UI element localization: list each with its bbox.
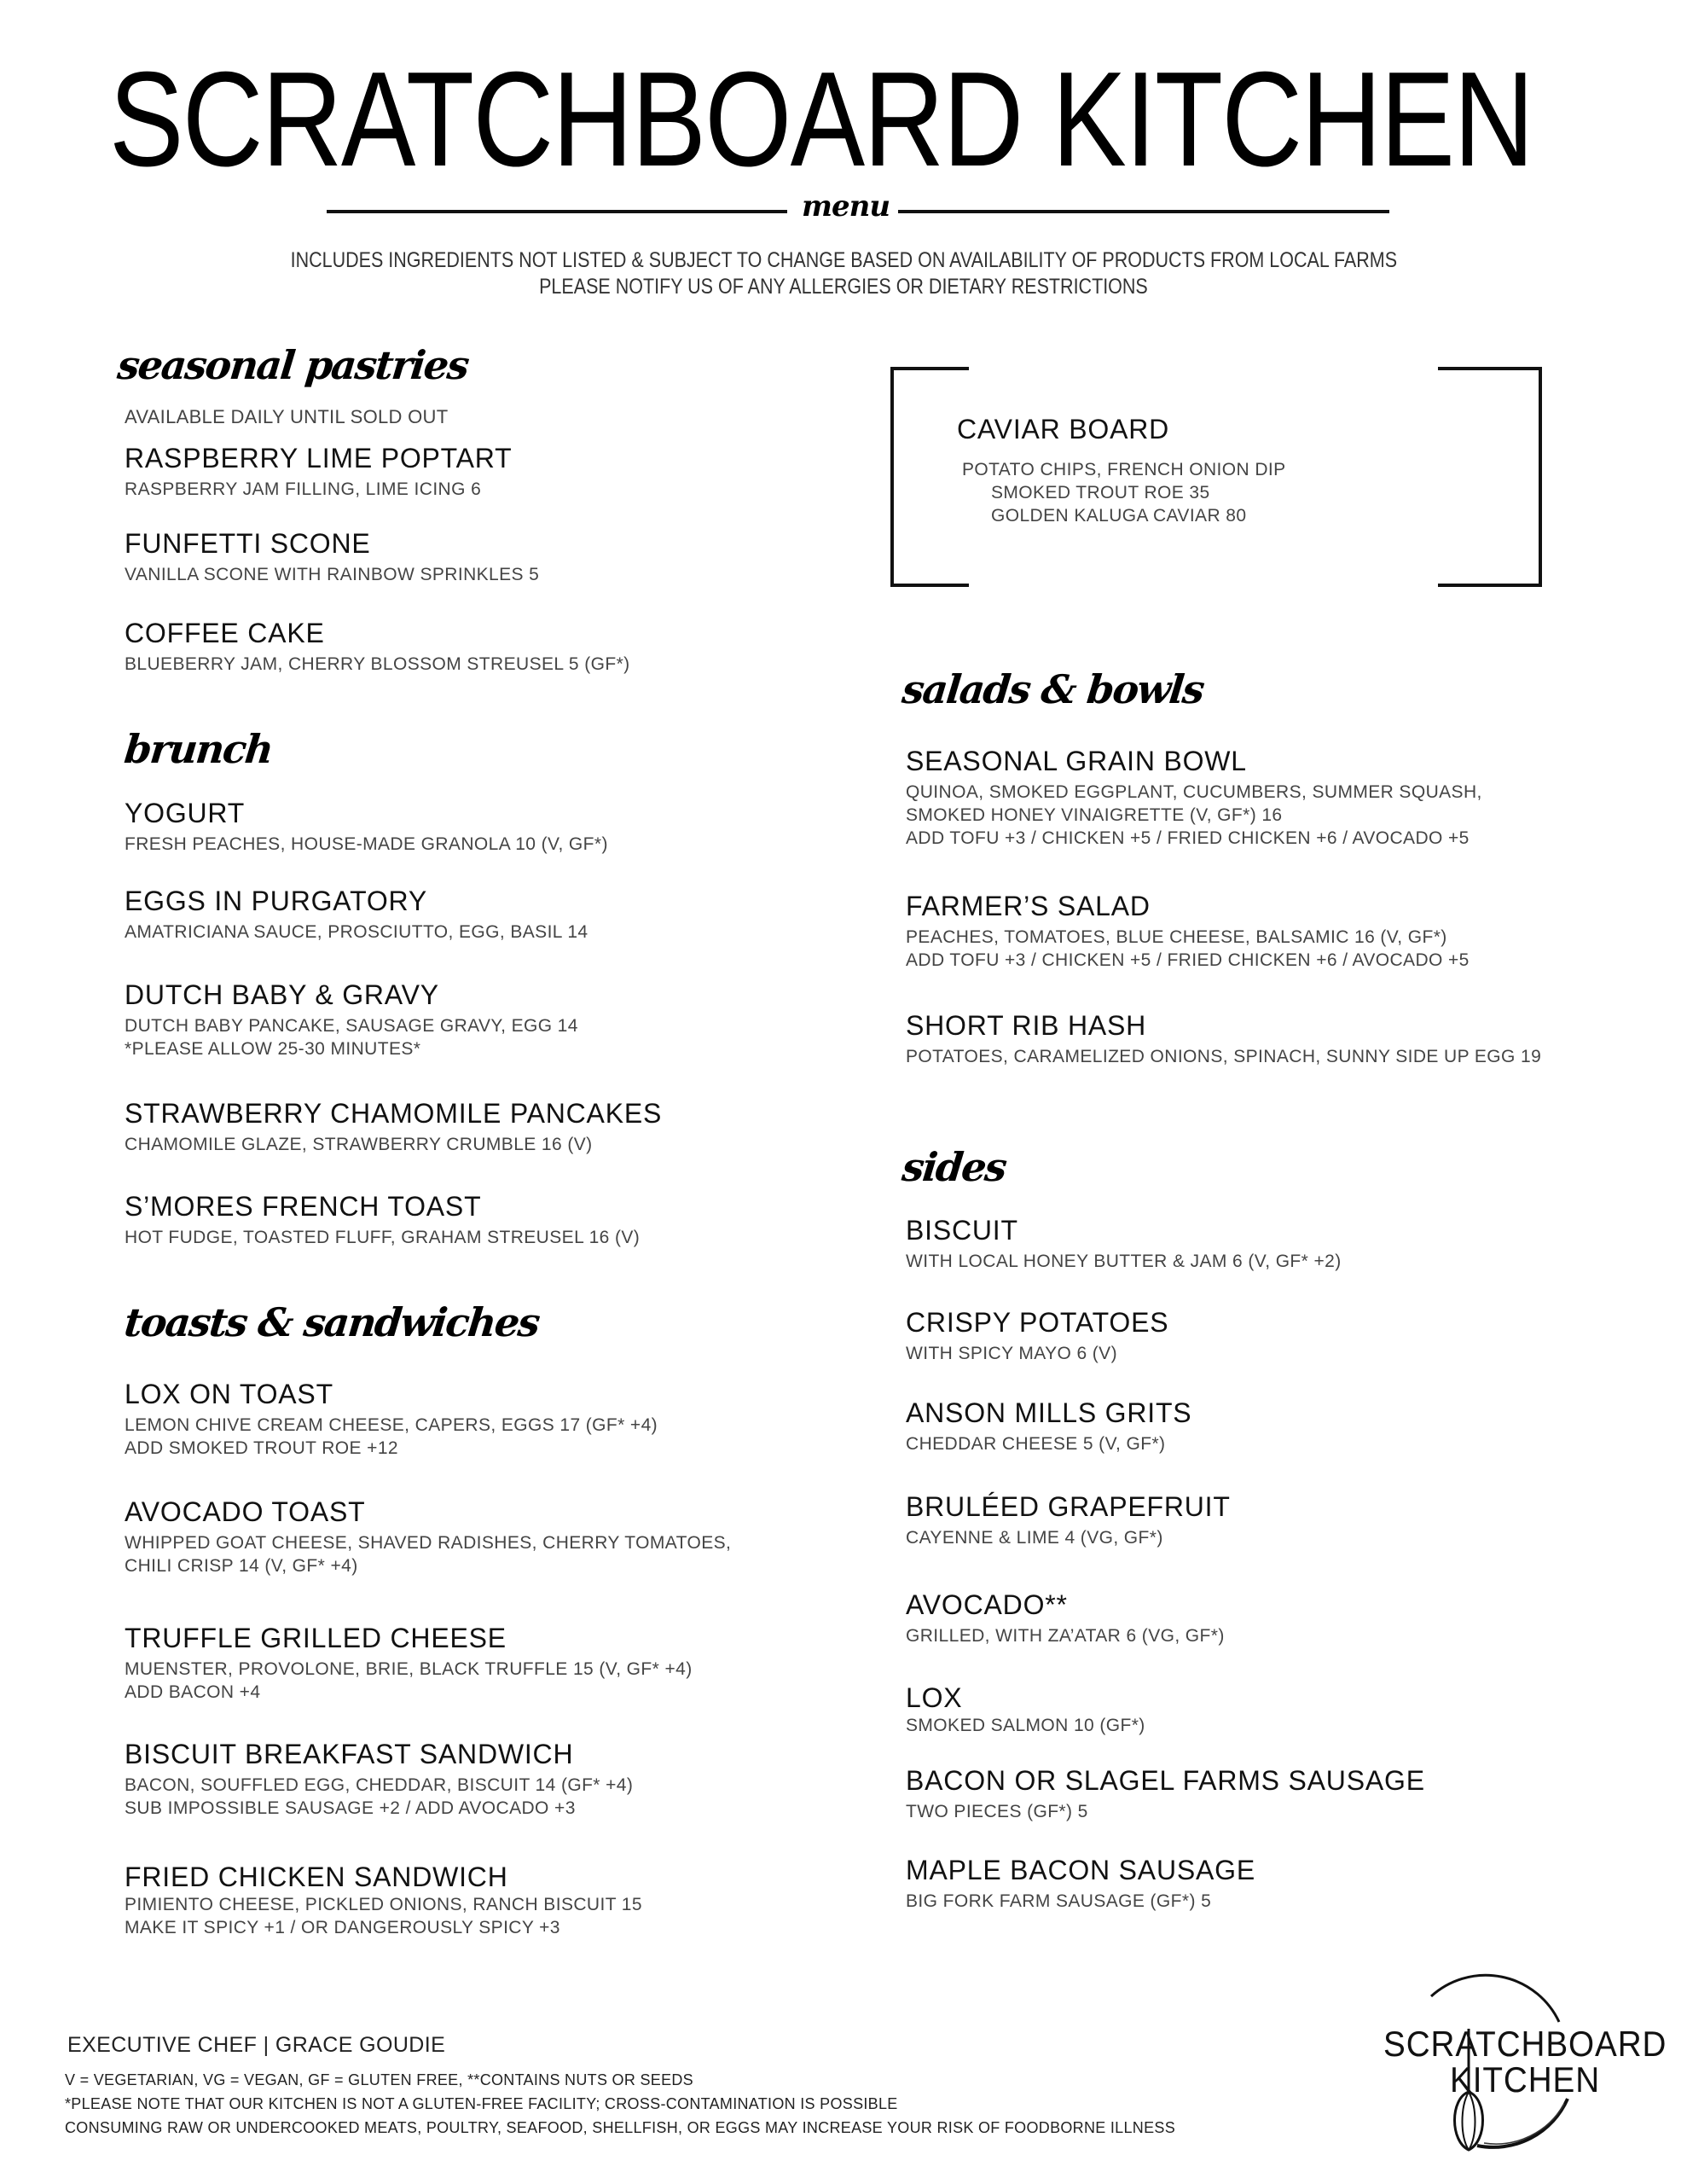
item-description: MAKE IT SPICY +1 / OR DANGEROUSLY SPICY +3 (125, 1918, 560, 1937)
menu-item (906, 1397, 1191, 1455)
whisk-icon (1365, 1971, 1672, 2167)
item-description: WITH SPICY MAYO 6 (V) (906, 1344, 1117, 1363)
raw-food-warning: CONSUMING RAW OR UNDERCOOKED MEATS, POULTRY, SEAFOOD, SHELLFISH, OR EGGS MAY INCREASE YOUR RISK OF FOODBORNE ILLNESS (65, 2119, 1176, 2136)
item-description: DUTCH BABY PANCAKE, SAUSAGE GRAVY, EGG 14 (125, 1016, 578, 1036)
section-heading-brunch: brunch (122, 726, 275, 772)
item-name: COFFEE CAKE (125, 618, 325, 648)
item-description: RASPBERRY JAM FILLING, LIME ICING 6 (125, 479, 482, 499)
item-description: FRESH PEACHES, HOUSE-MADE GRANOLA 10 (V, GF*) (125, 834, 608, 854)
item-description: AMATRICIANA SAUCE, PROSCIUTTO, EGG, BASIL 14 (125, 922, 588, 942)
item-name: ANSON MILLS GRITS (906, 1397, 1192, 1428)
menu-label: menu (802, 189, 890, 224)
restaurant-title (109, 44, 1572, 195)
item-description: ADD TOFU +3 / CHICKEN +5 / FRIED CHICKEN +6 / AVOCADO +5 (906, 950, 1470, 970)
menu-item (906, 890, 1470, 972)
item-description: SMOKED SALMON 10 (GF*) (906, 1716, 1145, 1735)
item-description: BACON, SOUFFLED EGG, CHEDDAR, BISCUIT 14 (GF* +4) (125, 1775, 634, 1795)
item-description: MUENSTER, PROVOLONE, BRIE, BLACK TRUFFLE 15 (V, GF* +4) (125, 1659, 693, 1679)
menu-item (125, 1622, 693, 1704)
caviar-board-name: CAVIAR BOARD (957, 414, 1170, 444)
item-description: CHAMOMILE GLAZE, STRAWBERRY CRUMBLE 16 (V) (125, 1135, 593, 1154)
item-description: CAYENNE & LIME 4 (VG, GF*) (906, 1528, 1163, 1548)
menu-item (125, 527, 539, 586)
caviar-bracket-left (890, 367, 969, 587)
item-description: ADD TOFU +3 / CHICKEN +5 / FRIED CHICKEN +6 / AVOCADO +5 (906, 828, 1470, 848)
item-name: EGGS IN PURGATORY (125, 886, 428, 916)
menu-item (125, 1378, 658, 1460)
item-name: CRISPY POTATOES (906, 1307, 1169, 1338)
menu-item (906, 1306, 1168, 1365)
menu-item (906, 1214, 1342, 1273)
item-name: SEASONAL GRAIN BOWL (906, 746, 1247, 776)
notice-text-2: PLEASE NOTIFY US OF ANY ALLERGIES OR DIETARY RESTRICTIONS (539, 275, 1148, 299)
item-description: SMOKED HONEY VINAIGRETTE (V, GF*) 16 (906, 805, 1283, 825)
section-heading-seasonal-pastries: seasonal pastries (115, 342, 471, 388)
item-name: RASPBERRY LIME POPTART (125, 443, 513, 473)
item-name: BISCUIT (906, 1215, 1018, 1246)
item-name: YOGURT (125, 798, 246, 828)
item-description: QUINOA, SMOKED EGGPLANT, CUCUMBERS, SUMMER SQUASH, (906, 782, 1482, 802)
caviar-line: GOLDEN KALUGA CAVIAR 80 (991, 506, 1247, 526)
notice-line-2 (0, 274, 1687, 300)
section-heading-toasts-sandwiches: toasts & sandwiches (122, 1299, 542, 1345)
item-description: CHILI CRISP 14 (V, GF* +4) (125, 1556, 358, 1576)
menu-item (906, 1589, 1225, 1647)
caviar-line: POTATO CHIPS, FRENCH ONION DIP (962, 460, 1286, 479)
gluten-disclaimer: *PLEASE NOTE THAT OUR KITCHEN IS NOT A GLUTEN-FREE FACILITY; CROSS-CONTAMINATION IS POSSIBLE (65, 2095, 898, 2112)
item-name: AVOCADO TOAST (125, 1496, 366, 1527)
menu-item (906, 1490, 1231, 1549)
dietary-legend: V = VEGETARIAN, VG = VEGAN, GF = GLUTEN FREE, **CONTAINS NUTS OR SEEDS (65, 2071, 693, 2088)
item-description: BIG FORK FARM SAUSAGE (GF*) 5 (906, 1891, 1212, 1911)
pastries-availability-note: AVAILABLE DAILY UNTIL SOLD OUT (125, 406, 449, 427)
restaurant-title-text: SCRATCHBOARD KITCHEN (109, 44, 1533, 195)
item-description: TWO PIECES (GF*) 5 (906, 1802, 1088, 1821)
item-description: HOT FUDGE, TOASTED FLUFF, GRAHAM STREUSEL 16 (V) (125, 1228, 641, 1247)
item-name: FARMER’S SALAD (906, 891, 1151, 921)
item-description: SUB IMPOSSIBLE SAUSAGE +2 / ADD AVOCADO +3 (125, 1798, 576, 1818)
item-description: PIMIENTO CHEESE, PICKLED ONIONS, RANCH BISCUIT 15 (125, 1895, 642, 1914)
item-name: LOX (906, 1682, 963, 1713)
item-description: PEACHES, TOMATOES, BLUE CHEESE, BALSAMIC 16 (V, GF*) (906, 927, 1447, 947)
header-rule-right (898, 210, 1389, 213)
scratchboard-kitchen-logo (1365, 1971, 1672, 2167)
item-name: SHORT RIB HASH (906, 1010, 1147, 1041)
menu-item (906, 745, 1482, 850)
item-description: *PLEASE ALLOW 25-30 MINUTES* (125, 1039, 421, 1059)
item-name: STRAWBERRY CHAMOMILE PANCAKES (125, 1098, 663, 1129)
menu-item (125, 1861, 642, 1939)
section-heading-salads-bowls: salads & bowls (900, 666, 1206, 712)
item-description: GRILLED, WITH ZA’ATAR 6 (VG, GF*) (906, 1626, 1225, 1646)
menu-item (906, 1764, 1425, 1823)
menu-item (125, 1190, 640, 1249)
section-heading-sides: sides (900, 1144, 1008, 1190)
item-description: BLUEBERRY JAM, CHERRY BLOSSOM STREUSEL 5 (GF*) (125, 654, 630, 674)
notice-line-1 (0, 247, 1687, 274)
item-name: AVOCADO** (906, 1589, 1068, 1620)
menu-item (906, 1682, 1145, 1737)
menu-item (125, 1738, 633, 1820)
menu-item (125, 617, 630, 676)
menu-item (125, 1097, 662, 1156)
item-name: S’MORES FRENCH TOAST (125, 1191, 482, 1222)
item-description: VANILLA SCONE WITH RAINBOW SPRINKLES 5 (125, 565, 540, 584)
item-description: WITH LOCAL HONEY BUTTER & JAM 6 (V, GF* +2) (906, 1252, 1342, 1271)
item-name: FRIED CHICKEN SANDWICH (125, 1862, 508, 1892)
item-name: BISCUIT BREAKFAST SANDWICH (125, 1739, 574, 1769)
caviar-bracket-right (1438, 367, 1542, 587)
menu-item (906, 1009, 1541, 1068)
item-name: FUNFETTI SCONE (125, 528, 371, 559)
item-name: TRUFFLE GRILLED CHEESE (125, 1623, 507, 1653)
header-rule-left (327, 210, 787, 213)
item-name: BACON OR SLAGEL FARMS SAUSAGE (906, 1765, 1425, 1796)
item-description: CHEDDAR CHEESE 5 (V, GF*) (906, 1434, 1166, 1454)
item-name: BRULÉED GRAPEFRUIT (906, 1491, 1231, 1522)
item-name: DUTCH BABY & GRAVY (125, 979, 439, 1010)
item-description: WHIPPED GOAT CHEESE, SHAVED RADISHES, CHERRY TOMATOES, (125, 1533, 732, 1553)
item-name: MAPLE BACON SAUSAGE (906, 1855, 1255, 1885)
menu-item (125, 979, 578, 1060)
menu-item (906, 1854, 1255, 1913)
caviar-line: SMOKED TROUT ROE 35 (991, 483, 1210, 502)
menu-item (125, 797, 608, 856)
item-name: LOX ON TOAST (125, 1379, 333, 1409)
menu-item (125, 442, 512, 501)
item-description: POTATOES, CARAMELIZED ONIONS, SPINACH, SUNNY SIDE UP EGG 19 (906, 1047, 1542, 1066)
item-description: ADD SMOKED TROUT ROE +12 (125, 1438, 398, 1458)
executive-chef-credit: EXECUTIVE CHEF | GRACE GOUDIE (67, 2033, 446, 2057)
notice-text-1: INCLUDES INGREDIENTS NOT LISTED & SUBJECT TO CHANGE BASED ON AVAILABILITY OF PRODUCTS FROM LOCAL FARMS (290, 248, 1397, 272)
menu-item (125, 885, 588, 944)
menu-item (125, 1496, 731, 1577)
item-description: ADD BACON +4 (125, 1682, 261, 1702)
item-description: LEMON CHIVE CREAM CHEESE, CAPERS, EGGS 17 (GF* +4) (125, 1415, 658, 1435)
logo-text-scratchboard: SCRATCHBOARD (1383, 2024, 1667, 2064)
logo-text-kitchen: KITCHEN (1450, 2059, 1601, 2100)
